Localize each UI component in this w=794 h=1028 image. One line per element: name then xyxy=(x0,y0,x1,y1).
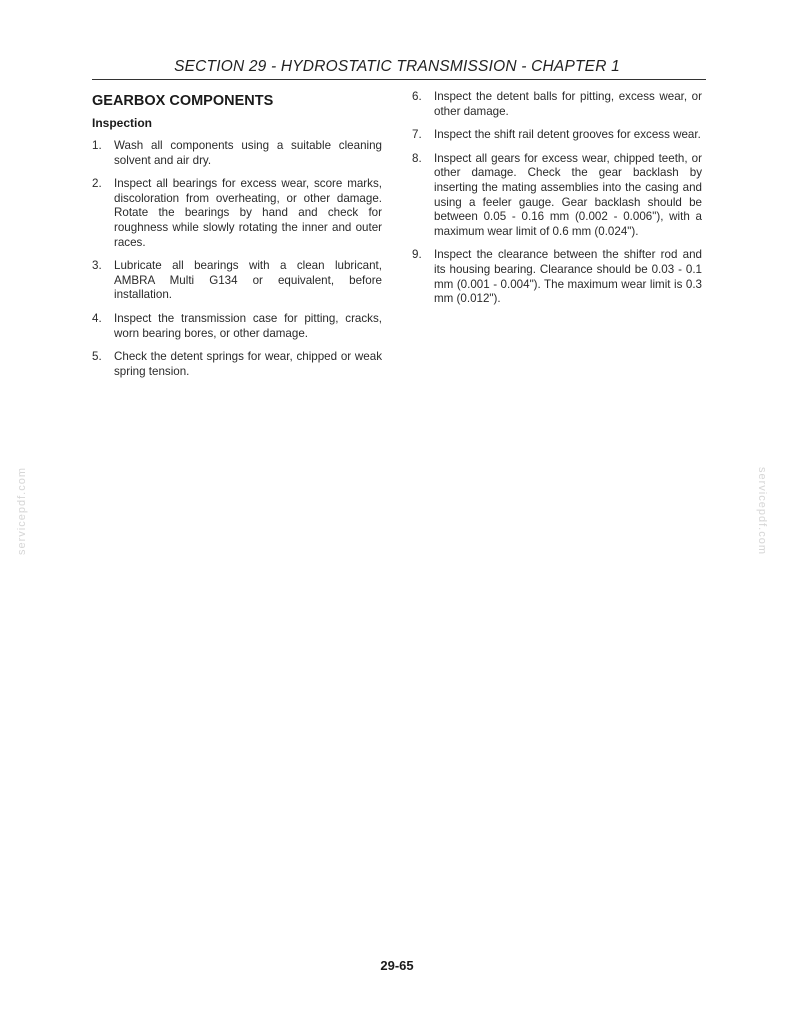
step-number: 2. xyxy=(92,177,102,191)
left-column xyxy=(92,90,382,388)
inspection-steps-right xyxy=(412,90,702,307)
step-text: Inspect all gears for excess wear, chipped teeth, or other damage. Check the gear backlash by inserting the mating assemblies into the casing and using a feeler gauge. Gear backlash should be between 0.05 - 0.16 mm (0.002 - 0.006"), with a maximum wear limit of 0.6 mm (0.024"). xyxy=(434,151,702,238)
list-item xyxy=(412,90,702,119)
list-item xyxy=(92,259,382,303)
list-item xyxy=(92,350,382,379)
step-number: 4. xyxy=(92,311,102,325)
watermark-right: servicepdf.com xyxy=(755,467,768,555)
step-number: 5. xyxy=(92,350,102,364)
list-item xyxy=(92,139,382,168)
list-item xyxy=(412,248,702,306)
list-item xyxy=(92,312,382,341)
step-text: Lubricate all bearings with a clean lubricant, AMBRA Multi G134 or equivalent, before installation. xyxy=(114,259,382,302)
step-text: Inspect the clearance between the shifter rod and its housing bearing. Clearance should be 0.03 - 0.1 mm (0.001 - 0.004"). The maximum wear limit is 0.3 mm (0.012"). xyxy=(434,248,702,306)
step-number: 6. xyxy=(412,90,422,103)
subsection-title: Inspection xyxy=(92,116,153,130)
list-item xyxy=(412,128,702,143)
step-text: Inspect the transmission case for pitting, cracks, worn bearing bores, or other damage. xyxy=(114,311,382,340)
list-item xyxy=(92,177,382,250)
step-number: 3. xyxy=(92,259,102,273)
section-title: GEARBOX COMPONENTS xyxy=(92,93,274,109)
step-text: Inspect the shift rail detent grooves for excess wear. xyxy=(434,128,701,142)
watermark-left: servicepdf.com xyxy=(15,467,28,555)
step-number: 8. xyxy=(412,151,422,165)
inspection-steps-left xyxy=(92,139,382,379)
step-number: 1. xyxy=(92,139,102,152)
step-text: Inspect all bearings for excess wear, score marks, discoloration from overheating, or other damage. Rotate the bearings by hand and check for roughness while slowly rotating the inner and outer races. xyxy=(114,177,382,249)
header-rule xyxy=(92,79,706,80)
step-number: 7. xyxy=(412,128,422,142)
step-number: 9. xyxy=(412,248,422,262)
list-item xyxy=(412,152,702,240)
right-column xyxy=(412,90,702,316)
step-text: Inspect the detent balls for pitting, excess wear, or other damage. xyxy=(434,90,702,118)
page-number: 29-65 xyxy=(380,958,414,973)
section-header: SECTION 29 - HYDROSTATIC TRANSMISSION - CHAPTER 1 xyxy=(174,58,620,75)
step-text: Wash all components using a suitable cleaning solvent and air dry. xyxy=(114,139,382,167)
step-text: Check the detent springs for wear, chipped or weak spring tension. xyxy=(114,350,382,378)
